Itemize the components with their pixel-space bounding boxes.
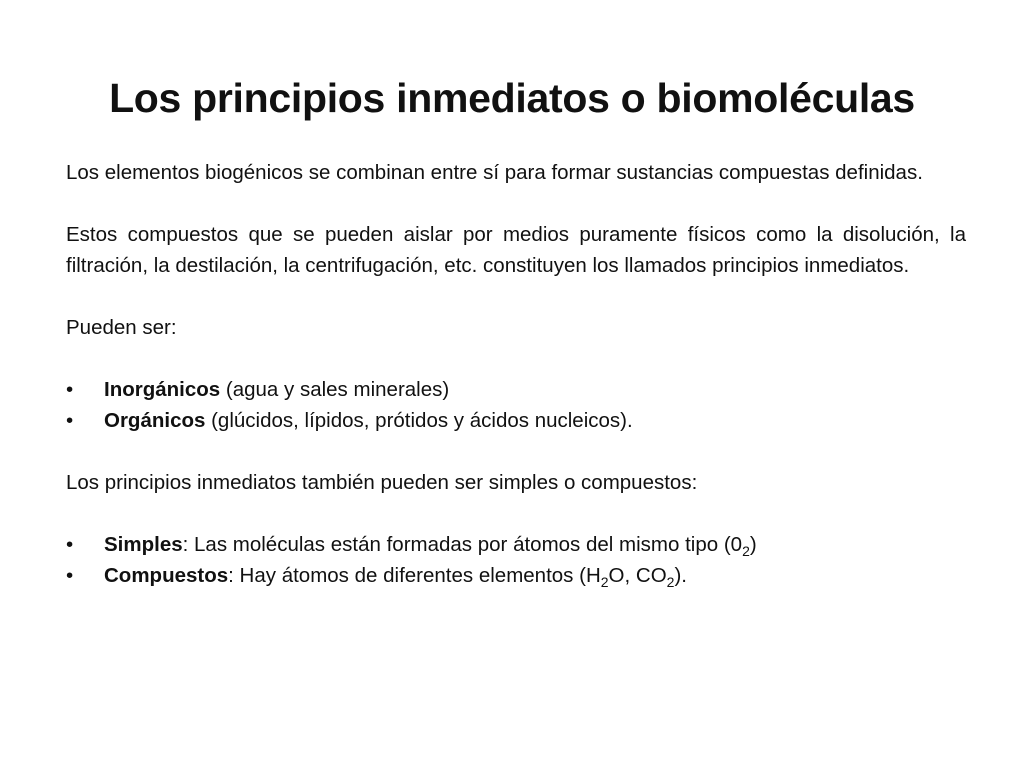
types-list	[66, 374, 966, 436]
spacer	[66, 343, 966, 374]
bullet-icon: •	[66, 533, 74, 556]
paragraph-intro: Los elementos biogénicos se combinan entre sí para formar sustancias compuestas definidas.	[66, 161, 923, 184]
term-inorganicos: Inorgánicos	[104, 378, 221, 401]
bullet-icon: •	[66, 409, 74, 432]
item-close: ).	[674, 564, 687, 587]
spacer	[66, 498, 966, 529]
list-item-inorganicos	[66, 374, 966, 405]
composition-list	[66, 529, 966, 591]
formula-part: O, CO	[608, 564, 667, 587]
spacer	[66, 188, 966, 219]
slide-title: Los principios inmediatos o biomoléculas	[109, 75, 915, 121]
term-simples: Simples	[104, 533, 183, 556]
item-description: (agua y sales minerales)	[220, 378, 450, 401]
subscript: 2	[742, 543, 750, 559]
term-compuestos: Compuestos	[104, 564, 229, 587]
paragraph-simples-compuestos: Los principios inmediatos también pueden ser simples o compuestos:	[66, 471, 698, 494]
item-description: : Las moléculas están formadas por átomos del mismo tipo (0	[182, 533, 743, 556]
item-close: )	[749, 533, 757, 556]
spacer	[66, 436, 966, 467]
list-item-organicos	[66, 405, 966, 436]
term-organicos: Orgánicos	[104, 409, 206, 432]
subscript: 2	[666, 574, 675, 590]
list-item-simples	[66, 529, 966, 560]
slide-body	[66, 157, 966, 591]
subscript: 2	[600, 574, 609, 590]
bullet-icon: •	[66, 378, 74, 401]
paragraph-pueden-ser: Pueden ser:	[66, 316, 177, 339]
spacer	[66, 281, 966, 312]
item-description: (glúcidos, lípidos, prótidos y ácidos nucleicos).	[205, 409, 633, 432]
item-description: : Hay átomos de diferentes elementos (H	[228, 564, 601, 587]
paragraph-compuestos: Estos compuestos que se pueden aislar por medios puramente físicos como la disolución, la filtración, la destilación, la centrifugación, etc. constituyen los llamados principios inmediatos.	[66, 223, 966, 277]
list-item-compuestos	[66, 560, 966, 591]
bullet-icon: •	[66, 564, 74, 587]
